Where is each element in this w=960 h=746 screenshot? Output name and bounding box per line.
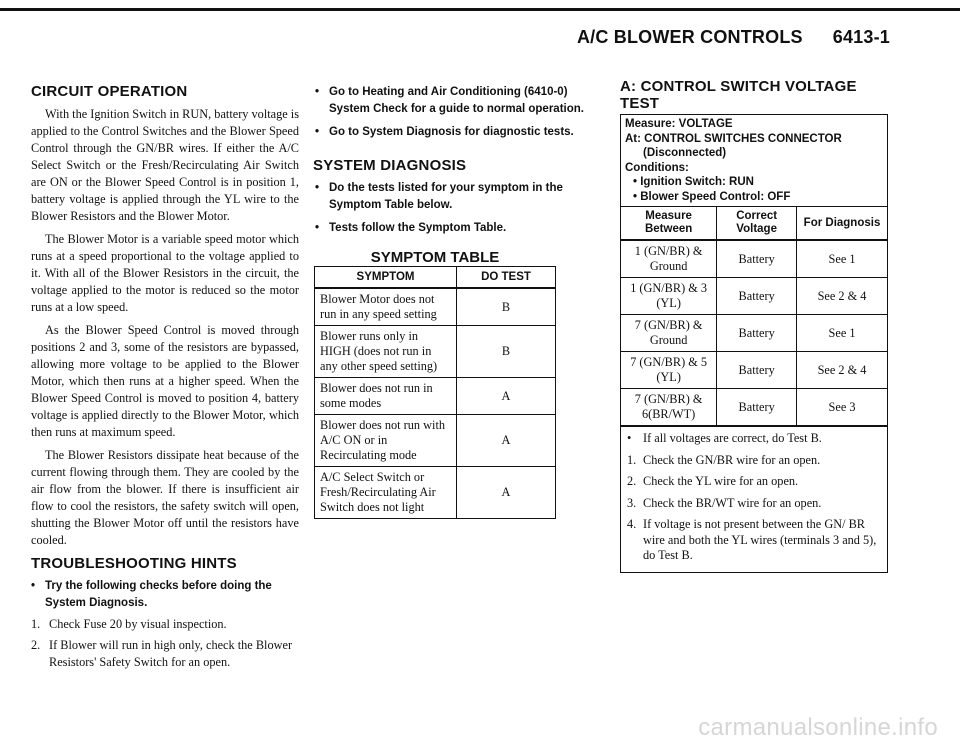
voltage-table (621, 207, 887, 426)
table-row (315, 415, 556, 467)
note-number: 2. (627, 474, 637, 488)
item-text: If Blower will run in high only, check the Blower Resistors' Safety Switch for an open. (49, 638, 293, 669)
test-a-box (620, 114, 888, 573)
symptom-table (314, 266, 556, 519)
column-header: SYMPTOM (315, 267, 457, 289)
test-conditions (621, 115, 887, 207)
circuit-operation-heading: CIRCUIT OPERATION (31, 83, 188, 100)
troubleshooting-bullet: • Try the following checks before doing the System Diagnosis. (31, 578, 299, 612)
column-header: DO TEST (457, 267, 556, 289)
table-row (621, 315, 887, 352)
circuit-paragraph: The Blower Motor is a variable speed motor which runs at a speed proportional to the voltage applied to it. With all of the Blower Resistors in the circuit, the voltage applied to the motor is reduced so the motor runs at a low speed. (31, 232, 299, 314)
test-cell: B (457, 288, 556, 326)
symptom-table-title: SYMPTOM TABLE (370, 249, 500, 266)
troubleshooting-list (31, 616, 299, 671)
note-item (627, 453, 881, 469)
note-number: 1. (627, 452, 637, 467)
measure-between-cell: 7 (GN/BR) & Ground (621, 315, 717, 352)
bullet-glyph: • (627, 431, 632, 445)
table-row (621, 278, 887, 315)
measure-between-cell: 1 (GN/BR) & Ground (621, 240, 717, 278)
symptom-cell: A/C Select Switch or Fresh/Recirculating Air Switch does not light (315, 467, 457, 519)
measure-between-cell: 1 (GN/BR) & 3 (YL) (621, 278, 717, 315)
conditions-label: Conditions: (625, 161, 689, 174)
voltage-cell: Battery (717, 278, 797, 315)
watermark: carmanualsonline.info (698, 714, 938, 741)
table-row (621, 240, 887, 278)
circuit-paragraph: The Blower Resistors dissipate heat because of the current flowing through them. They are cooled by the air flow from the blower. If there is insufficient air flow to cool the resistors, the safety switch will open, shutting the Blower Motor off until the resistors have cooled. (31, 448, 299, 547)
item-number: 2. (31, 638, 41, 652)
note-item (627, 496, 881, 512)
list-item: • Tests follow the Symptom Table. (313, 220, 595, 237)
note-bullet (627, 431, 881, 447)
list-item: • Go to Heating and Air Conditioning (6410-0) System Check for a guide to normal operation. (313, 84, 595, 118)
item-text: Check Fuse 20 by visual inspection. (49, 617, 227, 631)
item-number: 1. (31, 617, 41, 631)
measure-between-cell: 7 (GN/BR) & 5 (YL) (621, 352, 717, 389)
table-row (621, 352, 887, 389)
test-cell: A (457, 415, 556, 467)
section-title: A/C BLOWER CONTROLS (576, 27, 803, 47)
diagnosis-cell: See 2 & 4 (797, 352, 887, 389)
list-item (31, 616, 299, 633)
note-number: 3. (627, 495, 637, 510)
column-header: Measure Between (621, 207, 717, 240)
diagnosis-bullets (313, 180, 595, 237)
intro-bullets (313, 84, 595, 141)
diagnosis-cell: See 3 (797, 389, 887, 426)
circuit-paragraph: As the Blower Speed Control is moved through positions 2 and 3, some of the resistors are bypassed, allowing more voltage to be applied to the Blower Motor, which then runs at a higher speed. When the Blower Speed Control is moved to position 4, battery voltage is applied directly to the Blower Motor, which then runs at maximum speed. (31, 323, 299, 439)
note-text: If voltage is not present between the GN/ BR wire and both the YL wires (terminals 3 and 5), do Test B. (643, 517, 877, 562)
test-cell: A (457, 467, 556, 519)
location-sub-label: (Disconnected) (643, 147, 727, 159)
diagnosis-cell: See 2 & 4 (797, 278, 887, 315)
condition-item: • Ignition Switch: RUN (633, 176, 754, 188)
system-diagnosis-heading: SYSTEM DIAGNOSIS (313, 157, 467, 174)
voltage-cell: Battery (717, 389, 797, 426)
voltage-cell: Battery (717, 352, 797, 389)
column-header: For Diagnosis (797, 207, 887, 240)
table-row (621, 389, 887, 426)
location-label: At: CONTROL SWITCHES CONNECTOR (625, 132, 842, 145)
table-row (315, 288, 556, 326)
symptom-cell: Blower does not run in some modes (315, 378, 457, 415)
list-item: • Go to System Diagnosis for diagnostic tests. (313, 124, 595, 141)
test-cell: B (457, 326, 556, 378)
circuit-operation-column (31, 83, 299, 675)
symptom-cell: Blower does not run with A/C ON or in Recirculating mode (315, 415, 457, 467)
system-diagnosis-column (313, 84, 595, 519)
voltage-cell: Battery (717, 315, 797, 352)
note-item (627, 517, 881, 564)
test-a-heading: A: CONTROL SWITCH VOLTAGE TEST (620, 78, 857, 112)
control-switch-test-column (620, 78, 888, 573)
measure-between-cell: 7 (GN/BR) & 6(BR/WT) (621, 389, 717, 426)
table-row (315, 326, 556, 378)
diagnosis-notes (621, 426, 887, 572)
circuit-paragraph: With the Ignition Switch in RUN, battery voltage is applied to the Control Switches and the Blower Speed Control through the GN/BR wires. If either the A/C Select Switch or the Fresh/Recirculating Air Switch are ON or the Blower Speed Control is in position 1, battery voltage is applied through the YL wire to the Blower Resistors and the Blower Motor. (31, 107, 299, 223)
section-code: 6413-1 (832, 27, 890, 47)
symptom-cell: Blower runs only in HIGH (does not run in any other speed setting) (315, 326, 457, 378)
condition-item: • Blower Speed Control: OFF (633, 190, 791, 203)
table-row (315, 467, 556, 519)
page-header (577, 27, 890, 48)
diagnosis-cell: See 1 (797, 315, 887, 352)
note-number: 4. (627, 517, 637, 531)
top-rule (0, 8, 960, 11)
table-header-row (621, 207, 887, 240)
symptom-cell: Blower Motor does not run in any speed setting (315, 288, 457, 326)
list-item: • Do the tests listed for your symptom in the Symptom Table below. (313, 180, 595, 214)
note-item (627, 474, 881, 490)
note-text: Check the GN/BR wire for an open. (643, 452, 821, 467)
note-text: Check the YL wire for an open. (643, 474, 799, 488)
test-cell: A (457, 378, 556, 415)
measure-label: Measure: VOLTAGE (625, 118, 733, 130)
table-header-row (315, 267, 556, 289)
column-header: Correct Voltage (717, 207, 797, 240)
table-row (315, 378, 556, 415)
note-text: Check the BR/WT wire for an open. (643, 495, 822, 510)
list-item (31, 637, 299, 671)
note-text: If all voltages are correct, do Test B. (643, 431, 822, 445)
troubleshooting-heading: TROUBLESHOOTING HINTS (31, 555, 237, 572)
voltage-cell: Battery (717, 240, 797, 278)
diagnosis-cell: See 1 (797, 240, 887, 278)
